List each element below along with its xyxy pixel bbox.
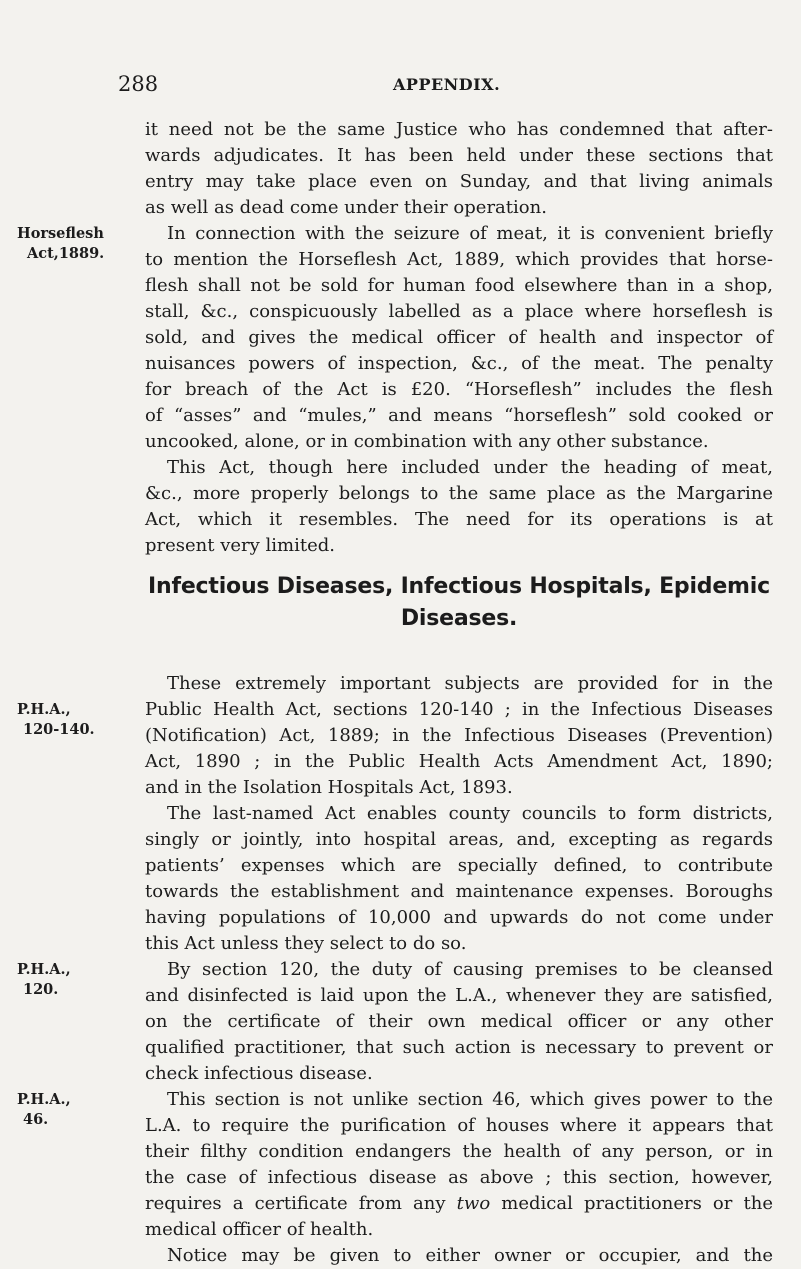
text-line: of “asses” and “mules,” and means “horseflesh” sold cooked or [145, 405, 773, 426]
text-line: check infectious disease. [145, 1063, 373, 1084]
text-line: and disinfected is laid upon the L.A., whenever they are satisfied, [145, 985, 773, 1006]
text-line: towards the establishment and maintenance expenses. Boroughs [145, 881, 773, 902]
text-line: patients’ expenses which are specially defined, to contribute [145, 855, 773, 876]
text-line: it need not be the same Justice who has condemned that after- [145, 119, 773, 140]
text-line: Notice may be given to either owner or occupier, and the [167, 1245, 773, 1266]
margin-note-line: 46. [23, 1111, 49, 1128]
section-heading-line: Diseases. [400, 606, 518, 631]
margin-note-line: P.H.A., [17, 1091, 71, 1108]
text-line: This Act, though here included under the heading of meat, [167, 457, 773, 478]
paragraph [17, 221, 773, 455]
margin-note-horseflesh [17, 224, 137, 264]
text-line: singly or jointly, into hospital areas, and, excepting as regards [145, 829, 773, 850]
text-line: to mention the Horseflesh Act, 1889, which provides that horse- [145, 249, 773, 270]
paragraph [17, 1087, 773, 1243]
section-heading-line: Infectious Diseases, Infectious Hospitals, Epidemic [148, 574, 770, 599]
text-line: qualified practitioner, that such action is necessary to prevent or [145, 1037, 773, 1058]
running-head: APPENDIX. [393, 75, 501, 94]
text-line: for breach of the Act is £20. “Horseflesh” includes the flesh [145, 379, 773, 400]
text-line: having populations of 10,000 and upwards do not come under [145, 907, 773, 928]
margin-note-line: 120. [23, 981, 59, 998]
text-line [145, 1191, 773, 1217]
text-line: uncooked, alone, or in combination with any other substance. [145, 431, 709, 452]
text-line: The last-named Act enables county councils to form districts, [167, 803, 773, 824]
margin-note-line: P.H.A., [17, 961, 71, 978]
text-line: this Act unless they select to do so. [145, 933, 467, 954]
text-line: Public Health Act, sections 120-140 ; in the Infectious Diseases [145, 699, 773, 720]
text-line: medical officer of health. [145, 1219, 374, 1240]
margin-note-pha-120 [17, 960, 137, 1000]
margin-note-pha-46 [17, 1090, 137, 1130]
text-line: the case of infectious disease as above ; this section, however, [145, 1167, 773, 1188]
section-heading [145, 559, 773, 671]
paragraph [145, 455, 773, 559]
paragraph [17, 957, 773, 1087]
text-line: on the certificate of their own medical officer or any other [145, 1011, 773, 1032]
text-line: Act, 1890 ; in the Public Health Acts Amendment Act, 1890; [145, 751, 773, 772]
text-line: (Notification) Act, 1889; in the Infectious Diseases (Prevention) [145, 725, 773, 746]
paragraph [145, 1243, 773, 1269]
text-line: L.A. to require the purification of houses where it appears that [145, 1115, 773, 1136]
text-line: flesh shall not be sold for human food elsewhere than in a shop, [145, 275, 773, 296]
text-line: This section is not unlike section 46, which gives power to the [167, 1089, 773, 1110]
text-line: These extremely important subjects are provided for in the [167, 673, 773, 694]
text-line: In connection with the seizure of meat, it is convenient briefly [167, 223, 773, 244]
text-line: By section 120, the duty of causing premises to be cleansed [167, 959, 773, 980]
text-line: as well as dead come under their operation. [145, 197, 547, 218]
emphasis-two: two [456, 1193, 491, 1214]
text-line: their filthy condition endangers the health of any person, or in [145, 1141, 773, 1162]
text-line: and in the Isolation Hospitals Act, 1893. [145, 777, 513, 798]
text-line: stall, &c., conspicuously labelled as a place where horseflesh is [145, 301, 773, 322]
text-line: Act, which it resembles. The need for its operations is at [145, 509, 773, 530]
margin-note-line: P.H.A., [17, 701, 71, 718]
text-segment: medical practitioners or the [501, 1193, 773, 1214]
text-line: present very limited. [145, 535, 336, 556]
margin-note-line: Act,1889. [27, 245, 105, 262]
text-line: entry may take place even on Sunday, and that living animals [145, 171, 773, 192]
paragraph [145, 801, 773, 957]
text-line: wards adjudicates. It has been held under these sections that [145, 145, 773, 166]
page-header [0, 72, 801, 102]
paragraph [17, 671, 773, 801]
margin-note-line: Horseflesh [17, 225, 104, 242]
text-line: nuisances powers of inspection, &c., of the meat. The penalty [145, 353, 773, 374]
text-segment: requires a certificate from any [145, 1193, 446, 1214]
paragraph [145, 117, 773, 221]
page-body [17, 117, 773, 1269]
margin-note-pha-120-140 [17, 700, 137, 740]
page-number: 288 [118, 72, 159, 96]
text-line: sold, and gives the medical officer of health and inspector of [145, 327, 773, 348]
text-line: &c., more properly belongs to the same place as the Margarine [145, 483, 773, 504]
margin-note-line: 120-140. [23, 721, 95, 738]
